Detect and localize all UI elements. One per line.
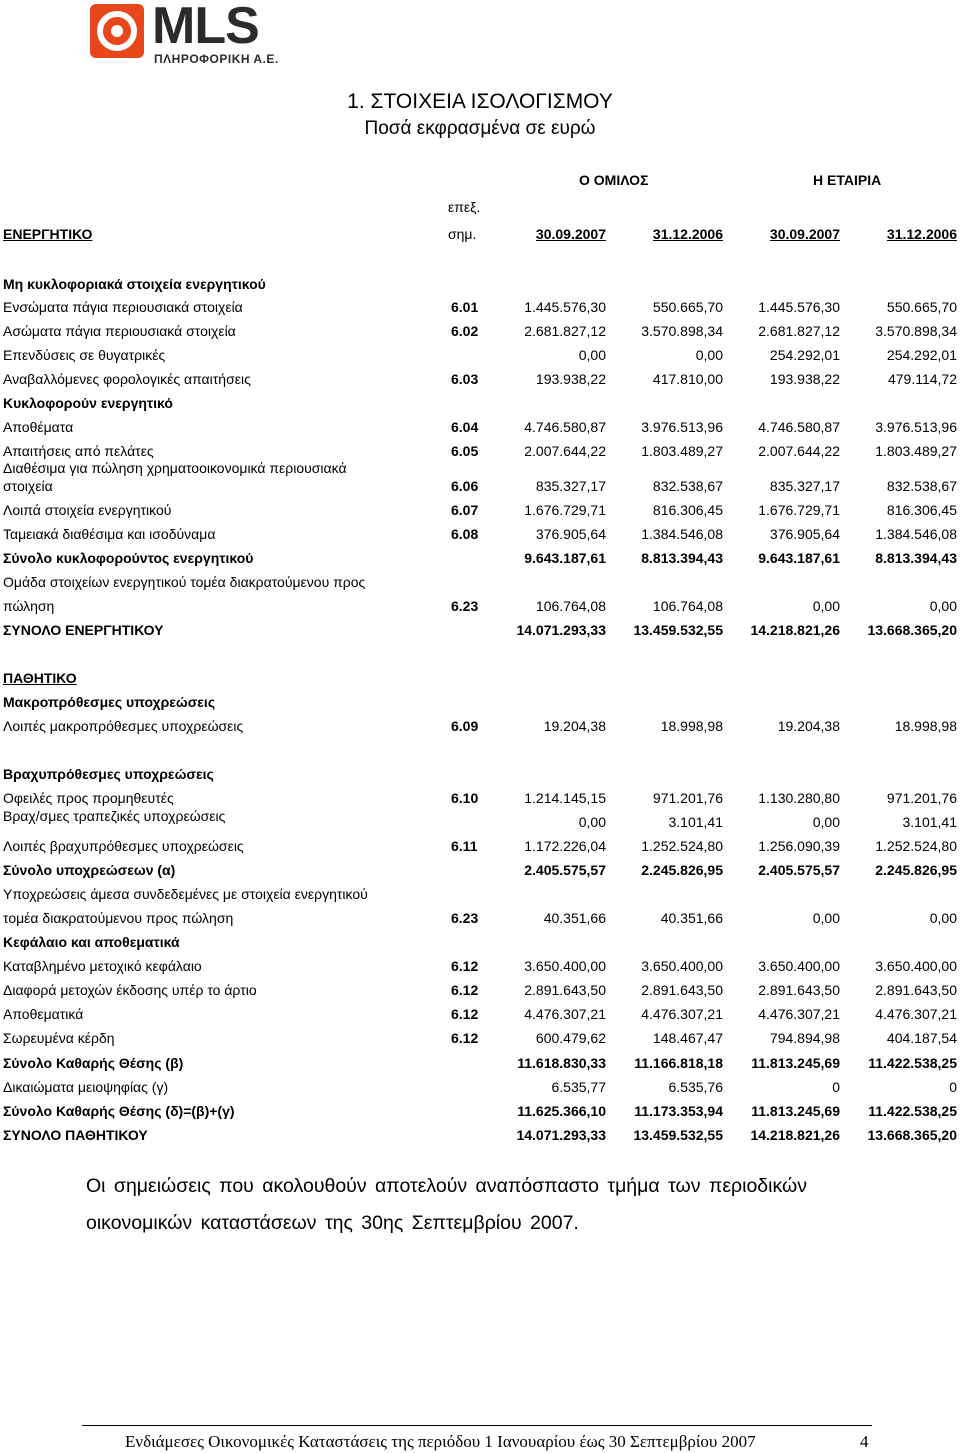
table-row bbox=[0, 860, 960, 880]
table-row bbox=[0, 1053, 960, 1073]
row-value: 835.327,17 bbox=[769, 478, 840, 494]
row-value: 404.187,54 bbox=[886, 1030, 957, 1046]
row-value: 11.813.245,69 bbox=[751, 1103, 840, 1119]
table-row bbox=[0, 668, 960, 688]
row-value: 0,00 bbox=[578, 347, 606, 363]
row-value: 40.351,66 bbox=[660, 910, 723, 926]
table-row bbox=[0, 884, 960, 904]
row-label: Απαιτήσεις από πελάτες bbox=[3, 443, 154, 459]
table-row bbox=[0, 956, 960, 976]
row-value: 4.476.307,21 bbox=[875, 1006, 957, 1022]
row-value: 6.535,76 bbox=[668, 1079, 723, 1095]
row-label: Κεφάλαιο και αποθεματικά bbox=[3, 934, 180, 950]
row-note: 6.06 bbox=[451, 478, 479, 494]
row-value: 1.252.524,80 bbox=[641, 838, 723, 854]
row-value: 0,00 bbox=[812, 598, 840, 614]
row-note: 6.23 bbox=[451, 910, 479, 926]
row-value: 3.976.513,96 bbox=[641, 419, 723, 435]
row-value: 193.938,22 bbox=[535, 371, 606, 387]
row-note: 6.05 bbox=[451, 443, 479, 459]
row-label: Ομάδα στοιχείων ενεργητικού τομέα διακρατούμενου προς bbox=[3, 574, 366, 590]
row-label: Αναβαλλόμενες φορολογικές απαιτήσεις bbox=[3, 371, 251, 387]
table-row bbox=[0, 458, 960, 478]
row-value: 3.101,41 bbox=[902, 814, 957, 830]
footer-divider bbox=[82, 1425, 872, 1426]
row-value: 3.101,41 bbox=[668, 814, 723, 830]
table-row bbox=[0, 692, 960, 712]
footnote: Οι σημειώσεις που ακολουθούν αποτελούν αναπόσπαστο τμήμα των περιοδικών οικονομικών καταστάσεων της 30ης Σεπτεμβρίου 2007. bbox=[86, 1175, 807, 1234]
row-value: 3.650.400,00 bbox=[758, 958, 840, 974]
row-value: 835.327,17 bbox=[535, 478, 606, 494]
group-header: Ο ΟΜΙΛΟΣ bbox=[579, 172, 649, 188]
row-note: 6.12 bbox=[451, 958, 479, 974]
row-value: 148.467,47 bbox=[652, 1030, 723, 1046]
row-label: Βραχ/σμες τραπεζικές υποχρεώσεις bbox=[3, 808, 226, 824]
row-value: 4.746.580,87 bbox=[758, 419, 840, 435]
row-label: Επενδύσεις σε θυγατρικές bbox=[3, 347, 166, 363]
table-row bbox=[0, 369, 960, 389]
table-row bbox=[0, 764, 960, 784]
row-label: Σύνολο κυκλοφορούντος ενεργητικού bbox=[3, 550, 254, 566]
date-header-1: 30.09.2007 bbox=[535, 226, 606, 242]
row-value: 13.668.365,20 bbox=[867, 1127, 957, 1143]
row-value: 8.813.394,43 bbox=[641, 550, 723, 566]
row-value: 4.746.580,87 bbox=[524, 419, 606, 435]
row-label: Ενσώματα πάγια περιουσιακά στοιχεία bbox=[3, 299, 243, 315]
row-value: 8.813.394,43 bbox=[875, 550, 957, 566]
row-value: 4.476.307,21 bbox=[758, 1006, 840, 1022]
table-row bbox=[0, 788, 960, 808]
table-row bbox=[0, 980, 960, 1000]
table-row bbox=[0, 476, 960, 496]
row-value: 2.891.643,50 bbox=[524, 982, 606, 998]
table-row bbox=[0, 716, 960, 736]
row-value: 1.256.090,39 bbox=[758, 838, 840, 854]
row-label: Υποχρεώσεις άμεσα συνδεδεμένες με στοιχεία ενεργητικού bbox=[3, 886, 368, 902]
row-note: 6.02 bbox=[451, 323, 479, 339]
logo-wordmark: MLS bbox=[152, 0, 259, 55]
row-value: 816.306,45 bbox=[886, 502, 957, 518]
table-row bbox=[0, 274, 960, 294]
row-label: Διαφορά μετοχών έκδοσης υπέρ το άρτιο bbox=[3, 982, 257, 998]
row-value: 4.476.307,21 bbox=[524, 1006, 606, 1022]
row-value: 971.201,76 bbox=[652, 790, 723, 806]
row-value: 0,00 bbox=[929, 910, 957, 926]
note-header-line1: επεξ. bbox=[448, 199, 481, 215]
row-note: 6.07 bbox=[451, 502, 479, 518]
row-value: 417.810,00 bbox=[652, 371, 723, 387]
row-label: ΠΑΘΗΤΙΚΟ bbox=[3, 670, 77, 686]
row-value: 3.650.400,00 bbox=[524, 958, 606, 974]
company-logo bbox=[90, 0, 300, 66]
row-value: 2.681.827,12 bbox=[758, 323, 840, 339]
row-label: Αποθέματα bbox=[3, 419, 74, 435]
row-value: 1.445.576,30 bbox=[758, 299, 840, 315]
row-note: 6.12 bbox=[451, 982, 479, 998]
row-label: Βραχυπρόθεσμες υποχρεώσεις bbox=[3, 766, 214, 782]
row-value: 11.618.830,33 bbox=[517, 1055, 606, 1071]
row-label: Λοιπά στοιχεία ενεργητικού bbox=[3, 502, 172, 518]
row-label: Σωρευμένα κέρδη bbox=[3, 1030, 115, 1046]
row-label: Δικαιώματα μειοψηφίας (γ) bbox=[3, 1079, 169, 1095]
row-value: 1.252.524,80 bbox=[875, 838, 957, 854]
table-row bbox=[0, 1028, 960, 1048]
row-label: Μακροπρόθεσμες υποχρεώσεις bbox=[3, 694, 216, 710]
row-note: 6.23 bbox=[451, 598, 479, 614]
row-value: 9.643.187,61 bbox=[758, 550, 840, 566]
row-label: Αποθεματικά bbox=[3, 1006, 84, 1022]
row-label: Ταμειακά διαθέσιμα και ισοδύναμα bbox=[3, 526, 216, 542]
row-label: Κυκλοφορούν ενεργητικό bbox=[3, 395, 173, 411]
row-label: Λοιπές βραχυπρόθεσμες υποχρεώσεις bbox=[3, 838, 244, 854]
row-value: 11.813.245,69 bbox=[751, 1055, 840, 1071]
row-value: 1.384.546,08 bbox=[875, 526, 957, 542]
row-value: 11.173.353,94 bbox=[634, 1103, 723, 1119]
row-label: τομέα διακρατούμενου προς πώληση bbox=[3, 910, 234, 926]
row-note: 6.09 bbox=[451, 718, 479, 734]
row-value: 11.422.538,25 bbox=[868, 1103, 957, 1119]
date-header-3: 30.09.2007 bbox=[769, 226, 840, 242]
row-value: 1.803.489,27 bbox=[875, 443, 957, 459]
row-note: 6.04 bbox=[451, 419, 479, 435]
row-value: 0,00 bbox=[812, 910, 840, 926]
row-value: 0 bbox=[832, 1079, 840, 1095]
row-value: 3.570.898,34 bbox=[641, 323, 723, 339]
table-row bbox=[0, 321, 960, 341]
row-value: 1.676.729,71 bbox=[524, 502, 606, 518]
row-label: Σύνολο Καθαρής Θέσης (δ)=(β)+(γ) bbox=[3, 1103, 235, 1119]
row-value: 376.905,64 bbox=[769, 526, 840, 542]
table-row bbox=[0, 1125, 960, 1145]
table-row bbox=[0, 345, 960, 365]
table-row bbox=[0, 620, 960, 640]
row-label: ΣΥΝΟΛΟ ΠΑΘΗΤΙΚΟΥ bbox=[3, 1127, 148, 1143]
row-value: 254.292,01 bbox=[769, 347, 840, 363]
row-value: 11.625.366,10 bbox=[517, 1103, 606, 1119]
table-row bbox=[0, 812, 960, 832]
row-value: 3.570.898,34 bbox=[875, 323, 957, 339]
row-value: 0,00 bbox=[929, 598, 957, 614]
row-label: Οφειλές προς προμηθευτές bbox=[3, 790, 174, 806]
row-value: 2.891.643,50 bbox=[875, 982, 957, 998]
table-row bbox=[0, 417, 960, 437]
row-label: ΣΥΝΟΛΟ ΕΝΕΡΓΗΤΙΚΟΥ bbox=[3, 622, 164, 638]
assets-section-title: ΕΝΕΡΓΗΤΙΚΟ bbox=[3, 226, 93, 242]
row-value: 1.214.145,15 bbox=[524, 790, 606, 806]
row-value: 106.764,08 bbox=[535, 598, 606, 614]
table-row bbox=[0, 548, 960, 568]
row-value: 2.681.827,12 bbox=[524, 323, 606, 339]
logo-subtitle: ΠΛΗΡΟΦΟΡΙΚΗ Α.Ε. bbox=[154, 52, 279, 66]
page-subtitle: Ποσά εκφρασμένα σε ευρώ bbox=[364, 118, 596, 139]
row-value: 550.665,70 bbox=[886, 299, 957, 315]
table-row bbox=[0, 1101, 960, 1121]
row-value: 13.668.365,20 bbox=[867, 622, 957, 638]
row-value: 4.476.307,21 bbox=[641, 1006, 723, 1022]
row-value: 2.891.643,50 bbox=[641, 982, 723, 998]
table-row bbox=[0, 572, 960, 592]
page-number: 4 bbox=[860, 1432, 869, 1451]
row-value: 14.071.293,33 bbox=[516, 622, 606, 638]
row-value: 832.538,67 bbox=[886, 478, 957, 494]
page-footer: Ενδιάμεσες Οικονομικές Καταστάσεις της περιόδου 1 Ιανουαρίου έως 30 Σεπτεμβρίου 2007 bbox=[125, 1432, 756, 1451]
row-value: 14.218.821,26 bbox=[750, 622, 840, 638]
row-value: 6.535,77 bbox=[551, 1079, 606, 1095]
row-value: 19.204,38 bbox=[543, 718, 606, 734]
row-value: 106.764,08 bbox=[652, 598, 723, 614]
table-row bbox=[0, 524, 960, 544]
row-value: 193.938,22 bbox=[769, 371, 840, 387]
row-label: Ασώματα πάγια περιουσιακά στοιχεία bbox=[3, 323, 236, 339]
row-note: 6.08 bbox=[451, 526, 479, 542]
row-label: στοιχεία bbox=[3, 478, 53, 494]
row-value: 9.643.187,61 bbox=[524, 550, 606, 566]
date-header-2: 31.12.2006 bbox=[652, 226, 723, 242]
table-row bbox=[0, 836, 960, 856]
row-value: 3.976.513,96 bbox=[875, 419, 957, 435]
row-value: 832.538,67 bbox=[652, 478, 723, 494]
row-value: 600.479,62 bbox=[535, 1030, 606, 1046]
row-value: 550.665,70 bbox=[652, 299, 723, 315]
table-row bbox=[0, 596, 960, 616]
table-row bbox=[0, 1077, 960, 1097]
row-value: 2.007.644,22 bbox=[758, 443, 840, 459]
row-label: πώληση bbox=[3, 598, 55, 614]
row-note: 6.12 bbox=[451, 1030, 479, 1046]
row-label: Διαθέσιμα για πώληση χρηματοοικονομικά περιουσιακά bbox=[3, 460, 347, 476]
row-label: Καταβλημένο μετοχικό κεφάλαιο bbox=[3, 958, 202, 974]
note-header-line2: σημ. bbox=[448, 226, 477, 242]
row-value: 18.998,98 bbox=[894, 718, 957, 734]
row-value: 19.204,38 bbox=[777, 718, 840, 734]
row-value: 1.803.489,27 bbox=[641, 443, 723, 459]
row-note: 6.11 bbox=[451, 838, 478, 854]
row-label: Μη κυκλοφοριακά στοιχεία ενεργητικού bbox=[3, 276, 266, 292]
row-note: 6.03 bbox=[451, 371, 479, 387]
date-header-4: 31.12.2006 bbox=[886, 226, 957, 242]
row-value: 11.166.818,18 bbox=[634, 1055, 723, 1071]
row-value: 254.292,01 bbox=[886, 347, 957, 363]
row-label: Λοιπές μακροπρόθεσμες υποχρεώσεις bbox=[3, 718, 244, 734]
row-value: 2.245.826,95 bbox=[875, 862, 957, 878]
row-value: 2.245.826,95 bbox=[641, 862, 723, 878]
table-row bbox=[0, 393, 960, 413]
row-value: 1.130.280,80 bbox=[758, 790, 840, 806]
row-note: 6.10 bbox=[451, 790, 479, 806]
row-value: 2.405.575,57 bbox=[758, 862, 840, 878]
table-row bbox=[0, 1004, 960, 1024]
row-value: 0,00 bbox=[578, 814, 606, 830]
row-value: 2.007.644,22 bbox=[524, 443, 606, 459]
row-value: 816.306,45 bbox=[652, 502, 723, 518]
table-row bbox=[0, 908, 960, 928]
row-label: Σύνολο Καθαρής Θέσης (β) bbox=[3, 1055, 184, 1071]
row-value: 40.351,66 bbox=[543, 910, 606, 926]
row-value: 3.650.400,00 bbox=[875, 958, 957, 974]
row-value: 14.218.821,26 bbox=[750, 1127, 840, 1143]
row-value: 14.071.293,33 bbox=[516, 1127, 606, 1143]
table-row bbox=[0, 932, 960, 952]
row-value: 0,00 bbox=[812, 814, 840, 830]
table-row bbox=[0, 500, 960, 520]
row-value: 11.422.538,25 bbox=[868, 1055, 957, 1071]
row-value: 0 bbox=[949, 1079, 957, 1095]
row-value: 0,00 bbox=[695, 347, 723, 363]
row-value: 3.650.400,00 bbox=[641, 958, 723, 974]
row-value: 376.905,64 bbox=[535, 526, 606, 542]
mls-logo-icon bbox=[90, 4, 144, 58]
row-value: 13.459.532,55 bbox=[633, 622, 723, 638]
row-value: 479.114,72 bbox=[887, 371, 957, 387]
row-value: 2.405.575,57 bbox=[524, 862, 606, 878]
row-value: 971.201,76 bbox=[886, 790, 957, 806]
row-value: 794.894,98 bbox=[769, 1030, 840, 1046]
row-value: 1.172.226,04 bbox=[524, 838, 606, 854]
row-note: 6.01 bbox=[451, 299, 479, 315]
row-value: 18.998,98 bbox=[660, 718, 723, 734]
row-value: 1.384.546,08 bbox=[641, 526, 723, 542]
company-header: Η ΕΤΑΙΡΙΑ bbox=[813, 172, 882, 188]
row-label: Σύνολο υποχρεώσεων (α) bbox=[3, 862, 176, 878]
table-row bbox=[0, 297, 960, 317]
row-value: 1.676.729,71 bbox=[758, 502, 840, 518]
row-value: 13.459.532,55 bbox=[633, 1127, 723, 1143]
row-value: 2.891.643,50 bbox=[758, 982, 840, 998]
row-value: 1.445.576,30 bbox=[524, 299, 606, 315]
row-note: 6.12 bbox=[451, 1006, 479, 1022]
page-title: 1. ΣΤΟΙΧΕΙΑ ΙΣΟΛΟΓΙΣΜΟΥ bbox=[347, 90, 613, 113]
